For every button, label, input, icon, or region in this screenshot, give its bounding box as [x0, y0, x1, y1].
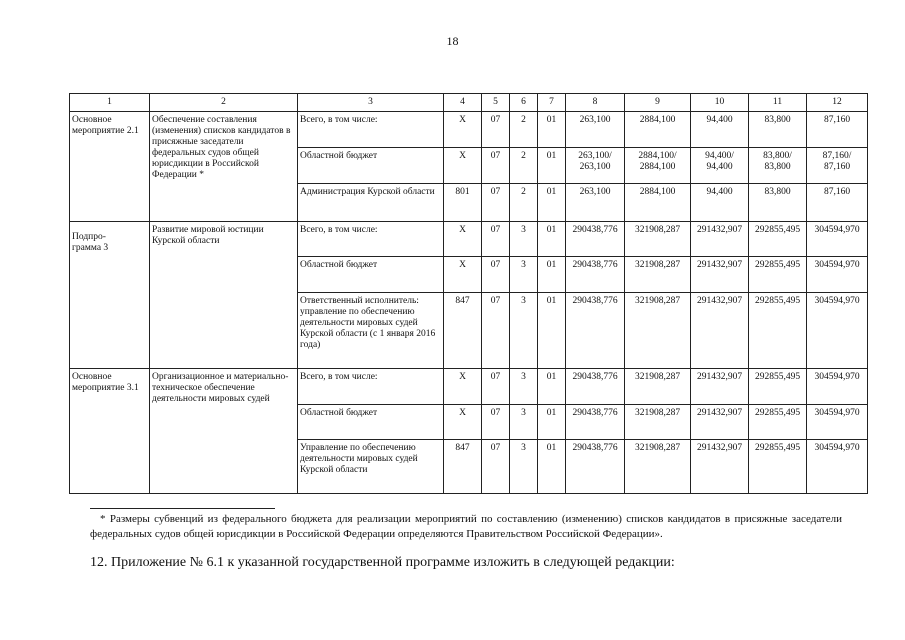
table-cell: 292855,495	[749, 222, 807, 257]
table-cell: 321908,287	[625, 293, 691, 369]
table-cell: 01	[538, 369, 566, 405]
funding-source: Управление по обеспечению деятельности мировых судей Курской области	[298, 440, 444, 494]
funding-source: Областной бюджет	[298, 405, 444, 440]
table-cell: 321908,287	[625, 369, 691, 405]
table-cell: 3	[510, 369, 538, 405]
footnote: * Размеры субвенций из федерального бюджета для реализации мероприятий по составлению (изменению) списков кандидатов в присяжные заседатели федеральных судов общей юрисдикции в Российской Федерации определяются Правительством Российской Федерации».	[90, 513, 842, 540]
header-cell: 9	[625, 94, 691, 112]
funding-source: Всего, в том числе:	[298, 222, 444, 257]
table-cell: 87,160/ 87,160	[807, 148, 868, 184]
table-cell: 304594,970	[807, 257, 868, 293]
table-cell: 290438,776	[566, 257, 625, 293]
funding-source: Областной бюджет	[298, 257, 444, 293]
table-cell: 291432,907	[691, 257, 749, 293]
table-cell: Х	[444, 369, 482, 405]
table-cell: 290438,776	[566, 369, 625, 405]
table-row	[70, 222, 868, 257]
table-cell: 263,100/ 263,100	[566, 148, 625, 184]
activity-description: Организационное и материально-техническое обеспечение деятельности мировых судей	[150, 369, 298, 494]
table-cell: 290438,776	[566, 222, 625, 257]
table-cell: 263,100	[566, 184, 625, 222]
body-paragraph: 12. Приложение № 6.1 к указанной государственной программе изложить в следующей редакции:	[90, 555, 675, 570]
table-cell: 94,400	[691, 184, 749, 222]
table-cell: 304594,970	[807, 440, 868, 494]
table-cell: 321908,287	[625, 222, 691, 257]
table-cell: 321908,287	[625, 405, 691, 440]
table-cell: 321908,287	[625, 440, 691, 494]
funding-source: Всего, в том числе:	[298, 369, 444, 405]
table-cell: 01	[538, 148, 566, 184]
funding-source: Всего, в том числе:	[298, 112, 444, 148]
table-cell: 291432,907	[691, 293, 749, 369]
header-cell: 4	[444, 94, 482, 112]
table-cell: 3	[510, 405, 538, 440]
table-cell: 2884,100	[625, 184, 691, 222]
table-cell: 07	[482, 405, 510, 440]
activity-description: Обеспечение составления (изменения) списков кандидатов в присяжные заседатели федеральных судов общей юрисдикции в Российской Федерации *	[150, 112, 298, 222]
table-cell: 01	[538, 257, 566, 293]
table-cell: Х	[444, 405, 482, 440]
header-cell: 8	[566, 94, 625, 112]
table-cell: 2	[510, 112, 538, 148]
funding-source: Областной бюджет	[298, 148, 444, 184]
table-cell: Х	[444, 112, 482, 148]
table-cell: 847	[444, 293, 482, 369]
footnote-divider	[90, 508, 275, 509]
table-cell: 291432,907	[691, 405, 749, 440]
table-cell: 07	[482, 222, 510, 257]
table-cell: 292855,495	[749, 293, 807, 369]
header-cell: 5	[482, 94, 510, 112]
table-cell: 304594,970	[807, 369, 868, 405]
header-cell: 1	[70, 94, 150, 112]
header-cell: 7	[538, 94, 566, 112]
header-cell: 10	[691, 94, 749, 112]
table-cell: Х	[444, 222, 482, 257]
table-cell: 304594,970	[807, 405, 868, 440]
funding-source: Администрация Курской области	[298, 184, 444, 222]
table-cell: 83,800	[749, 184, 807, 222]
table-cell: 304594,970	[807, 222, 868, 257]
page-number: 18	[446, 34, 459, 48]
table-cell: 2	[510, 184, 538, 222]
table-cell: 292855,495	[749, 369, 807, 405]
table-cell: 2884,100	[625, 112, 691, 148]
header-cell: 11	[749, 94, 807, 112]
table-header-row	[70, 94, 868, 112]
table-cell: 07	[482, 184, 510, 222]
activity-name: Основное мероприятие 2.1	[70, 112, 150, 222]
table-cell: Х	[444, 257, 482, 293]
table-cell: 304594,970	[807, 293, 868, 369]
table-cell: 292855,495	[749, 405, 807, 440]
table-cell: 3	[510, 440, 538, 494]
table-cell: 3	[510, 293, 538, 369]
header-cell: 6	[510, 94, 538, 112]
table-cell: 321908,287	[625, 257, 691, 293]
table-cell: 2884,100/ 2884,100	[625, 148, 691, 184]
table-cell: 01	[538, 184, 566, 222]
table-cell: 07	[482, 440, 510, 494]
table-cell: 07	[482, 257, 510, 293]
table-cell: 291432,907	[691, 222, 749, 257]
subprogram-name: Подпро- грамма 3	[70, 222, 150, 369]
funding-source: Ответственный исполнитель: управление по обеспечению деятельности мировых судей Курской области (с 1 января 2016 года)	[298, 293, 444, 369]
table-cell: 801	[444, 184, 482, 222]
table-cell: 292855,495	[749, 257, 807, 293]
header-cell: 12	[807, 94, 868, 112]
table-cell: 01	[538, 405, 566, 440]
table-cell: 2	[510, 148, 538, 184]
table-cell: 291432,907	[691, 440, 749, 494]
table-cell: 263,100	[566, 112, 625, 148]
table-cell: 01	[538, 222, 566, 257]
table-cell: 292855,495	[749, 440, 807, 494]
activity-description: Развитие мировой юстиции Курской области	[150, 222, 298, 369]
table-cell: 94,400/ 94,400	[691, 148, 749, 184]
table-cell: 01	[538, 293, 566, 369]
table-cell: 290438,776	[566, 405, 625, 440]
table-cell: 87,160	[807, 184, 868, 222]
table-cell: 01	[538, 440, 566, 494]
table-row	[70, 369, 868, 405]
table-cell: 291432,907	[691, 369, 749, 405]
table-cell: 847	[444, 440, 482, 494]
table-cell: 83,800	[749, 112, 807, 148]
table-cell: 87,160	[807, 112, 868, 148]
table-cell: 83,800/ 83,800	[749, 148, 807, 184]
table-row	[70, 112, 868, 148]
table-cell: 07	[482, 369, 510, 405]
table-cell: 290438,776	[566, 440, 625, 494]
table-cell: 94,400	[691, 112, 749, 148]
table-cell: Х	[444, 148, 482, 184]
table-cell: 07	[482, 293, 510, 369]
table-cell: 01	[538, 112, 566, 148]
header-cell: 2	[150, 94, 298, 112]
table-cell: 290438,776	[566, 293, 625, 369]
table-cell: 07	[482, 112, 510, 148]
table-cell: 07	[482, 148, 510, 184]
header-cell: 3	[298, 94, 444, 112]
budget-table	[69, 93, 868, 494]
table-cell: 3	[510, 222, 538, 257]
table-cell: 3	[510, 257, 538, 293]
activity-name: Основное мероприятие 3.1	[70, 369, 150, 494]
